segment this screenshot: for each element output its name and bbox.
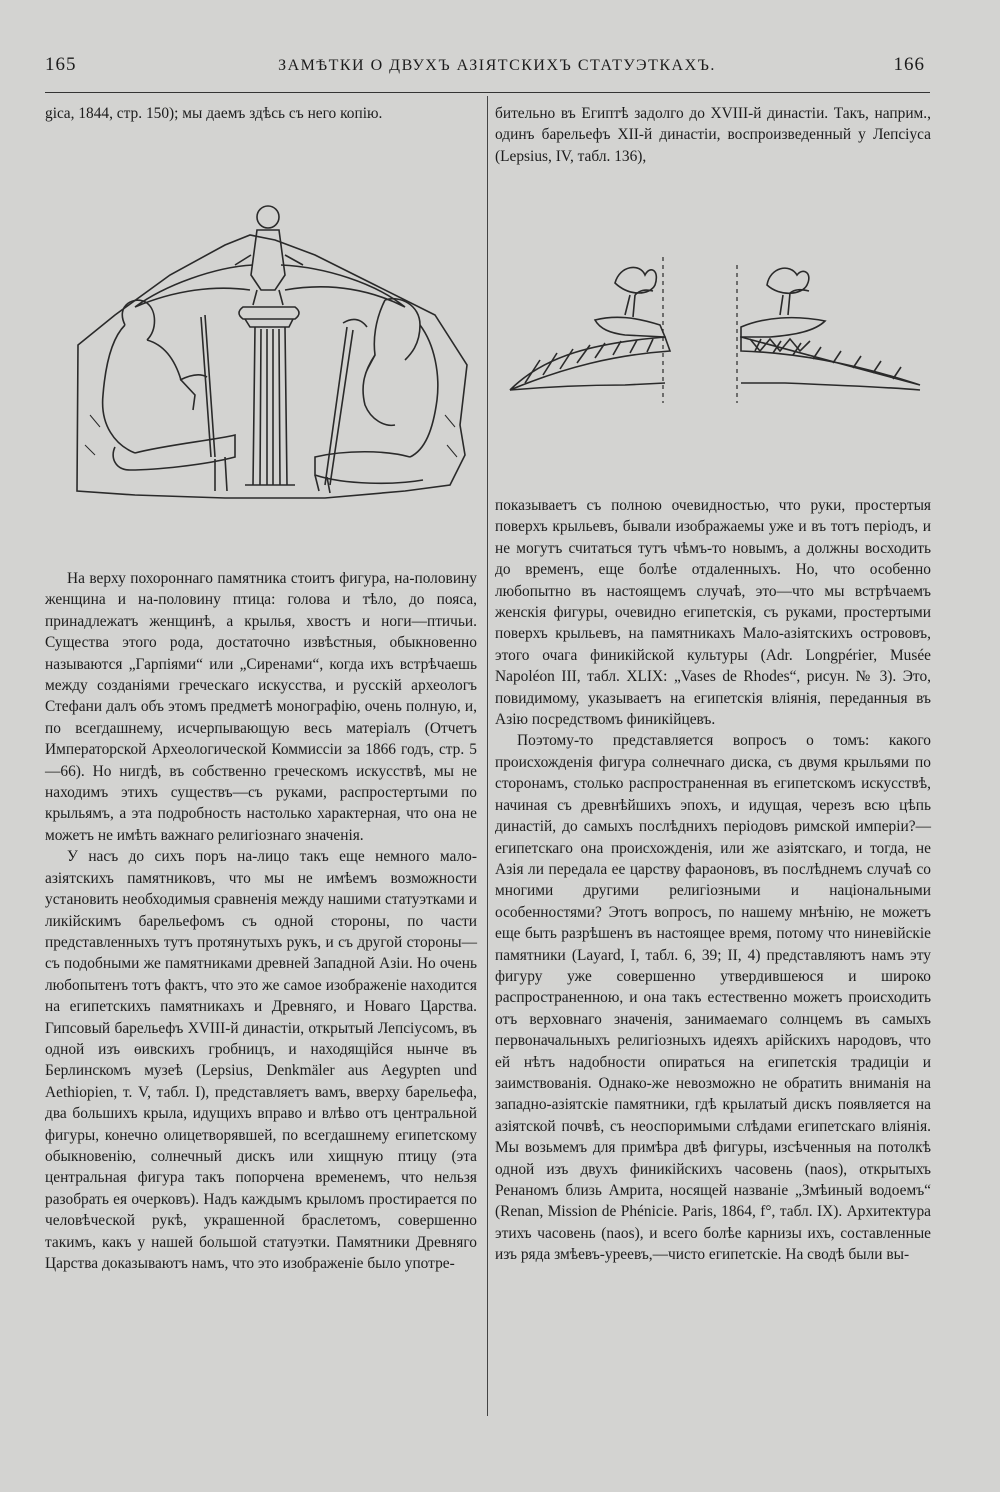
paragraph-harpy: На верху похороннаго памятника стоитъ фигура, на-половину женщина и на-половину птица: голова и тѣло, до пояса, принадлежатъ женщинѣ, а крылья, хвостъ и ноги—птичьи. Существа этого рода, достаточно извѣстныя, обыкновенно называются „Гарпіями“ или „Сиренами“, когда ихъ встрѣчаешь между созданіями греческаго искусства, и русскій археологъ Стефани далъ объ этомъ предметѣ монографію, очень полную, и, по всегдашнему, исчерпывающую весь матеріалъ (Отчетъ Императорской Археологической Коммиссіи за 1866 годъ, стр. 5—66). Но нигдѣ, въ собственно греческомъ искусствѣ, мы не находимъ этихъ существъ—съ руками, распростертыми по крыльямъ, а эта подробность настолько характерная, что она не можетъ не имѣть важнаго религіознаго значенія. <box>45 570 477 844</box>
bas-relief-wings-illustration <box>505 255 925 405</box>
left-column-top <box>45 103 477 124</box>
page-number-left: 165 <box>45 54 77 75</box>
right-top-paragraph: бительно въ Египтѣ задолго до XVIII-й династіи. Такъ, наприм., одинъ барельефъ XII-й династіи, воспроизведенный у Лепсіуса (Lepsius, IV, табл. 136), <box>495 105 931 165</box>
left-top-paragraph: gica, 1844, стр. 150); мы даемъ здѣсь съ него копію. <box>45 105 383 122</box>
page-number-right: 166 <box>893 54 925 75</box>
paragraph-winged-disk: Поэтому-то представляется вопросъ о томъ: какого происхожденія фигура солнечнаго диска, съ двумя крыльями по сторонамъ, столько распространенная въ египетскомъ искусствѣ, начиная съ древнѣйшихъ эпохъ, и идущая, черезъ всю цѣпь династій, до самыхъ послѣднихъ періодовъ римской имперіи?—египетскаго она происхожденія, или же азіятскаго, и тогда, не Азія ли передала ее царству фараоновъ, въ послѣднемъ случаѣ со многими другими религіозными и національными особенностями? Этотъ вопросъ, по нашему мнѣнію, не можетъ еще быть разрѣшенъ въ настоящее время, потому что ниневійскіе памятники (Layard, I, табл. 6, 39; II, 4) представляютъ намъ эту фигуру уже совершенно утвердившеюся и широко распространенною, и она такъ естественно можетъ происходить отъ верховнаго значенія, занимаемаго солнцемъ въ самыхъ первоначальныхъ религіозныхъ идеяхъ арійскихъ народовъ, что ей нѣтъ надобности опираться на египетскія традиціи и заимствованія. Однако-же невозможно не обратить вниманія на западно-азіятскіе памятники, гдѣ крылатый дискъ появляется на азіятской почвѣ, съ неоспоримыми слѣдами египетскаго вліянія. Мы возьмемъ для примѣра двѣ фигуры, изсѣченныя на потолкѣ одной изъ двухъ финикійскихъ часовень (naos), открытыхъ Ренаномъ близь Амрита, носящей названіе „Змѣиный водоемъ“ (Renan, Mission de Phénicie. Paris, 1864, f°, табл. IX). Архитектура этихъ часовень (naos), и всего болѣе карнизы ихъ, составленные изъ ряда змѣевъ-уреевъ,—чисто египетскіе. На сводѣ были вы- <box>495 732 931 1264</box>
left-column-body <box>45 568 477 1274</box>
header-rule <box>45 92 930 93</box>
paragraph-evidence: показываетъ съ полною очевидностью, что руки, простертыя поверхъ крыльевъ, бывали изображаемы уже и въ тотъ періодъ, и не могутъ считаться тутъ чѣмъ-то новымъ, а должны восходить до временъ, еще болѣе отдаленныхъ. Но, что особенно любопытно въ настоящемъ случаѣ, это—что мы встрѣчаемъ женскія фигуры, очевидно египетскія, съ руками, простертыми поверхъ крыльевъ, на памятникахъ Мало-азіятскихъ острововъ, этого очага финикійской культуры (Adr. Longpérier, Musée Napoléon III, табл. XLIX: „Vases de Rhodes“, рисун. № 3). Это, повидимому, указываетъ на египетскія вліянія, переданныя въ Азію посредствомъ финикійцевъ. <box>495 497 931 729</box>
right-column-top <box>495 103 931 167</box>
right-column-body <box>495 495 931 1266</box>
column-divider <box>487 96 488 1416</box>
running-title: ЗАМѢТКИ О ДВУХЪ АЗІЯТСКИХЪ СТАТУЭТКАХЪ. <box>278 57 716 74</box>
funeral-monument-illustration <box>75 195 470 525</box>
paragraph-monuments: У насъ до сихъ поръ на-лицо такъ еще немного мало-азіятскихъ памятниковъ, что мы не имѣемъ возможности установить необходимыя сравненія между нашими статуэтками и ликійскимъ барельефомъ съ одной стороны, по части представленныхъ тутъ протянутыхъ рукъ, и съ другой стороны—съ подобными же памятниками древней Западной Азіи. Но очень любопытенъ тотъ фактъ, что это же самое изображеніе находится на египетскихъ памятникахъ и Древняго, и Новаго Царства. Гипсовый барельефъ XVIII-й династіи, открытый Лепсіусомъ, въ одной изъ өивскихъ гробницъ, и находящійся нынче въ Берлинскомъ музеѣ (Lepsius, Denkmäler aus Aegypten und Aethiopien, т. V, табл. I), представляетъ вамъ, вверху барельефа, два большихъ крыла, идущихъ вправо и влѣво отъ центральной фигуры, конечно олицетворявшей, по всегдашнему египетскому обыкновенію, солнечный дискъ или хищную птицу (эта центральная фигура такъ попорчена временемъ, что нельзя разобрать ея очерковъ). Надъ каждымъ крыломъ простирается по человѣческой рукѣ, украшенной браслетомъ, совершенно такимъ, какъ у нашей большой статуэтки. Памятники Древняго Царства доказываютъ намъ, что это изображеніе было употре- <box>45 848 477 1272</box>
